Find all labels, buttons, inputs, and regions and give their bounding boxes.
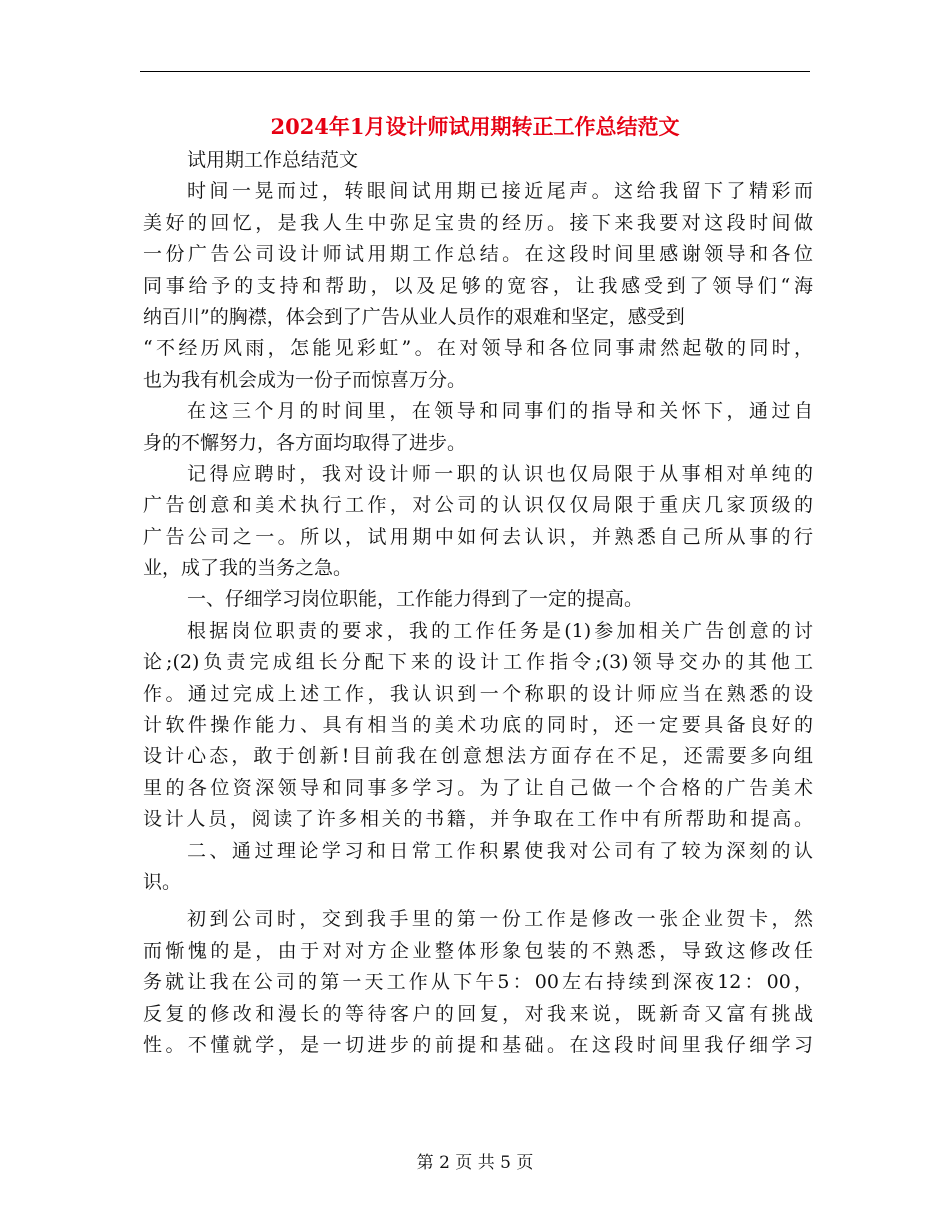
body-line: 根据岗位职责的要求，我的工作任务是(1)参加相关广告创意的讨 <box>187 619 813 642</box>
body-line: 业，成了我的当务之急。 <box>143 557 353 580</box>
document-body <box>143 145 813 1061</box>
body-line: 身的不懈努力，各方面均取得了进步。 <box>143 431 467 454</box>
header-rule <box>140 71 810 72</box>
body-line: 广告公司之一。所以，试用期中如何去认识，并熟悉自己所从事的行 <box>143 525 813 548</box>
body-line: 试用期工作总结范文 <box>187 149 359 171</box>
body-line: 初到公司时，交到我手里的第一份工作是修改一张企业贺卡，然 <box>187 908 813 931</box>
body-line: 设计人员，阅读了许多相关的书籍，并争取在工作中有所帮助和提高。 <box>143 808 813 831</box>
body-line: 而惭愧的是，由于对对方企业整体形象包装的不熟悉，导致这修改任 <box>143 939 813 962</box>
body-line: 论;(2)负责完成组长分配下来的设计工作指令;(3)领导交办的其他工 <box>143 651 813 674</box>
body-line: 二、通过理论学习和日常工作积累使我对公司有了较为深刻的认 <box>187 839 813 862</box>
body-line: 时间一晃而过，转眼间试用期已接近尾声。这给我留下了精彩而 <box>187 180 813 203</box>
page-footer <box>0 1150 950 1176</box>
body-line: “不经历风雨，怎能见彩虹”。在对领导和各位同事肃然起敬的同时， <box>143 337 813 360</box>
body-line: 纳百川”的胸襟，体会到了广告从业人员作的艰难和坚定，感受到 <box>143 305 685 328</box>
body-line: 在这三个月的时间里，在领导和同事们的指导和关怀下，通过自 <box>187 400 813 423</box>
body-line: 作。通过完成上述工作，我认识到一个称职的设计师应当在熟悉的设 <box>143 682 813 705</box>
body-line: 识。 <box>143 870 182 893</box>
body-line: 里的各位资深领导和同事多学习。为了让自己做一个合格的广告美术 <box>143 776 813 799</box>
body-line: 美好的回忆，是我人生中弥足宝贵的经历。接下来我要对这段时间做 <box>143 211 813 234</box>
body-line: 设计心态，敢于创新!目前我在创意想法方面存在不足，还需要多向组 <box>143 745 813 768</box>
body-line: 广告创意和美术执行工作，对公司的认识仅仅局限于重庆几家顶级的 <box>143 494 813 517</box>
body-line: 也为我有机会成为一份子而惊喜万分。 <box>143 368 467 391</box>
document-title: 2024年1月设计师试用期转正工作总结范文 <box>270 114 680 139</box>
page-number: 第 2 页 共 5 页 <box>416 1153 534 1173</box>
body-line: 记得应聘时，我对设计师一职的认识也仅局限于从事相对单纯的 <box>187 462 813 485</box>
body-line: 反复的修改和漫长的等待客户的回复，对我来说，既新奇又富有挑战 <box>143 1002 813 1025</box>
body-line: 一、仔细学习岗位职能，工作能力得到了一定的提高。 <box>187 588 644 611</box>
body-line: 务就让我在公司的第一天工作从下午5：00左右持续到深夜12：00， <box>143 971 813 994</box>
body-line: 性。不懂就学，是一切进步的前提和基础。在这段时间里我仔细学习 <box>143 1033 813 1056</box>
body-line: 一份广告公司设计师试用期工作总结。在这段时间里感谢领导和各位 <box>143 243 813 266</box>
body-line: 计软件操作能力、具有相当的美术功底的同时，还一定要具备良好的 <box>143 714 813 737</box>
body-line: 同事给予的支持和帮助，以及足够的宽容，让我感受到了领导们“海 <box>143 274 813 297</box>
